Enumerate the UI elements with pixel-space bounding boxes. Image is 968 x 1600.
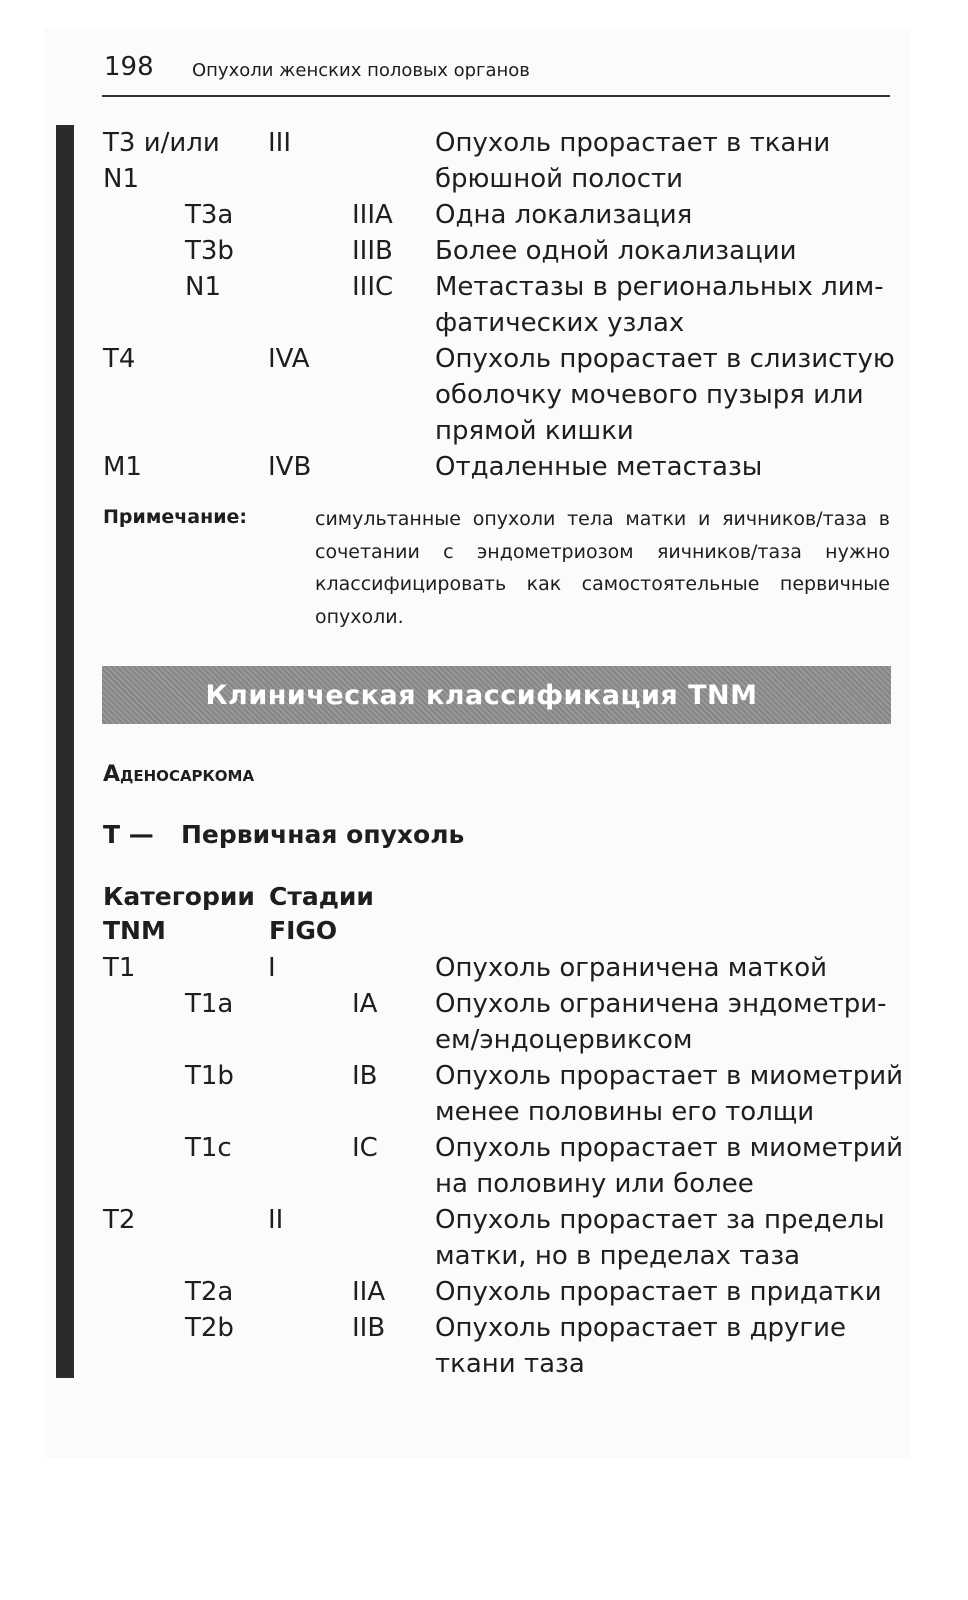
figo-stage: III — [268, 128, 292, 158]
figo-substage: IB — [352, 1061, 378, 1091]
tnm-category: T4 — [103, 344, 136, 374]
figo-stage: I — [268, 953, 276, 983]
tnm-subcategory: T3a — [185, 200, 234, 230]
description: Опухоль прорастает в другие — [435, 1313, 846, 1343]
tnm-category: T3 и/или — [103, 128, 220, 158]
tnm-subcategory: T2a — [185, 1277, 234, 1307]
figo-substage: IC — [352, 1133, 378, 1163]
description: брюшной полости — [435, 164, 684, 194]
description: Более одной локализации — [435, 236, 797, 266]
description: матки, но в пределах таза — [435, 1241, 801, 1271]
column-header-figo — [269, 880, 374, 948]
section-banner-title: Клиническая классификация TNM — [205, 679, 758, 711]
tnm-subcategory: T3b — [185, 236, 234, 266]
figo-substage: IIIB — [352, 236, 393, 266]
t-category-heading — [103, 820, 464, 849]
description: Опухоль прорастает в миометрий — [435, 1133, 904, 1163]
tnm-category: T1 — [103, 953, 136, 983]
description: Опухоль прорастает за пределы — [435, 1205, 885, 1235]
tnm-subcategory: T1a — [185, 989, 234, 1019]
tnm-subcategory: T1c — [185, 1133, 232, 1163]
column-header-tnm — [103, 880, 255, 948]
figo-substage: IIA — [352, 1277, 386, 1307]
tnm-category: T2 — [103, 1205, 136, 1235]
figo-substage: IIB — [352, 1313, 386, 1343]
page-number: 198 — [104, 52, 154, 82]
tnm-category: M1 — [103, 452, 142, 482]
description: ем/эндоцервиксом — [435, 1025, 693, 1055]
note-text: симультанные опухоли тела матки и яичников/таза в сочетании с эндометриозом яичников/таза нужно классифицировать как самостоятельные первичные опухоли. — [315, 508, 890, 628]
t-heading-title: Первичная опухоль — [181, 820, 465, 849]
subsection-title: Аденосаркома — [103, 762, 255, 787]
description: прямой кишки — [435, 416, 634, 446]
description: Опухоль ограничена эндометри- — [435, 989, 887, 1019]
figo-stage: IVA — [268, 344, 310, 374]
description: менее половины его толщи — [435, 1097, 815, 1127]
tnm-subcategory: N1 — [185, 272, 221, 302]
section-banner — [102, 666, 891, 724]
description: Опухоль прорастает в ткани — [435, 128, 831, 158]
description: Опухоль прорастает в слизистую — [435, 344, 895, 374]
column-header-tnm-line1: Категории — [103, 882, 255, 911]
description: на половину или более — [435, 1169, 754, 1199]
figo-substage: IIIA — [352, 200, 393, 230]
running-title: Опухоли женских половых органов — [192, 60, 530, 81]
tnm-subcategory: T2b — [185, 1313, 234, 1343]
page-header — [104, 48, 890, 96]
description: Метастазы в региональных лим- — [435, 272, 884, 302]
description: Опухоль ограничена маткой — [435, 953, 828, 983]
description: Опухоль прорастает в придатки — [435, 1277, 882, 1307]
description: фатических узлах — [435, 308, 685, 338]
header-divider — [102, 95, 890, 97]
column-header-figo-line2: FIGO — [269, 916, 338, 945]
figo-stage: II — [268, 1205, 284, 1235]
tnm-category: N1 — [103, 164, 139, 194]
figo-substage: IIIC — [352, 272, 394, 302]
description: Опухоль прорастает в миометрий — [435, 1061, 904, 1091]
margin-bar — [56, 125, 74, 1378]
tnm-subcategory: T1b — [185, 1061, 234, 1091]
figo-substage: IA — [352, 989, 378, 1019]
description: Одна локализация — [435, 200, 693, 230]
figo-stage: IVB — [268, 452, 312, 482]
column-header-tnm-line2: TNM — [103, 916, 166, 945]
description: ткани таза — [435, 1349, 585, 1379]
t-heading-letter: T — — [103, 820, 154, 849]
description: оболочку мочевого пузыря или — [435, 380, 864, 410]
note-label: Примечание: — [103, 506, 248, 528]
column-header-figo-line1: Стадии — [269, 882, 374, 911]
description: Отдаленные метастазы — [435, 452, 763, 482]
